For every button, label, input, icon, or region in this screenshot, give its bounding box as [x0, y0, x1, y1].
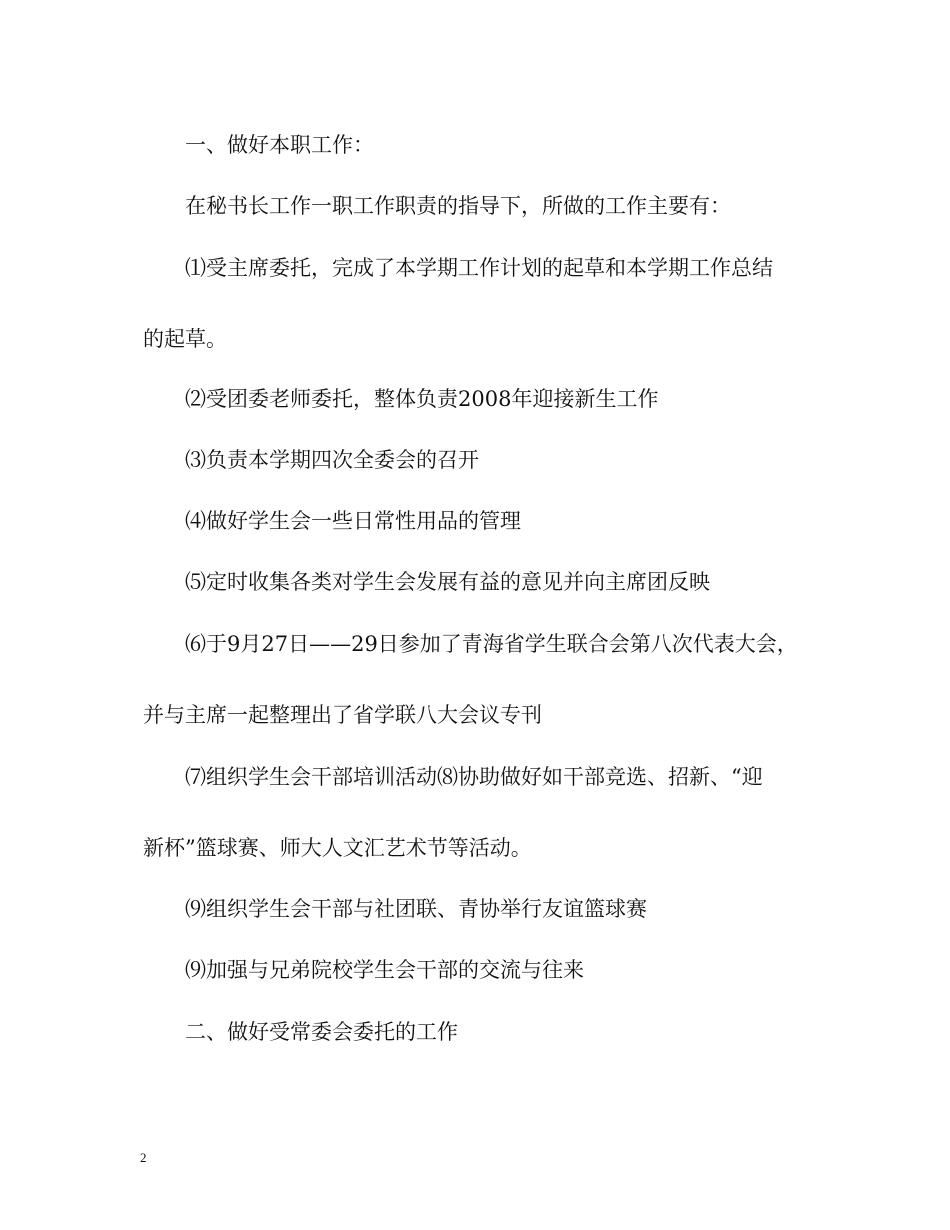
item-5: ⑸定时收集各类对学生会发展有益的意见并向主席团反映 — [185, 570, 710, 594]
item-7-8-line-2: 新杯”篮球赛、师大人文汇艺术节等活动。 — [143, 836, 532, 860]
item-6-line-2: 并与主席一起整理出了省学联八大会议专刊 — [143, 703, 542, 727]
item-3: ⑶负责本学期四次全委会的召开 — [185, 448, 479, 472]
item-1-line-1: ⑴受主席委托，完成了本学期工作计划的起草和本学期工作总结 — [185, 256, 773, 280]
intro-paragraph: 在秘书长工作一职工作职责的指导下，所做的工作主要有： — [185, 194, 731, 218]
page-number: 2 — [140, 1150, 147, 1165]
item-7-8-line-1: ⑺组织学生会干部培训活动⑻协助做好如干部竞选、招新、“迎 — [185, 765, 763, 789]
item-1-line-2: 的起草。 — [143, 327, 227, 351]
section-heading-1: 一、做好本职工作： — [185, 133, 374, 157]
item-9b: ⑼加强与兄弟院校学生会干部的交流与往来 — [185, 958, 584, 982]
section-heading-2: 二、做好受常委会委托的工作 — [185, 1020, 458, 1044]
item-9: ⑼组织学生会干部与社团联、青协举行友谊篮球赛 — [185, 897, 647, 921]
item-6-line-1: ⑹于9月27日——29日参加了青海省学生联合会第八次代表大会， — [185, 632, 798, 656]
item-4: ⑷做好学生会一些日常性用品的管理 — [185, 509, 521, 533]
item-2: ⑵受团委老师委托，整体负责2008年迎接新生工作 — [185, 387, 659, 411]
